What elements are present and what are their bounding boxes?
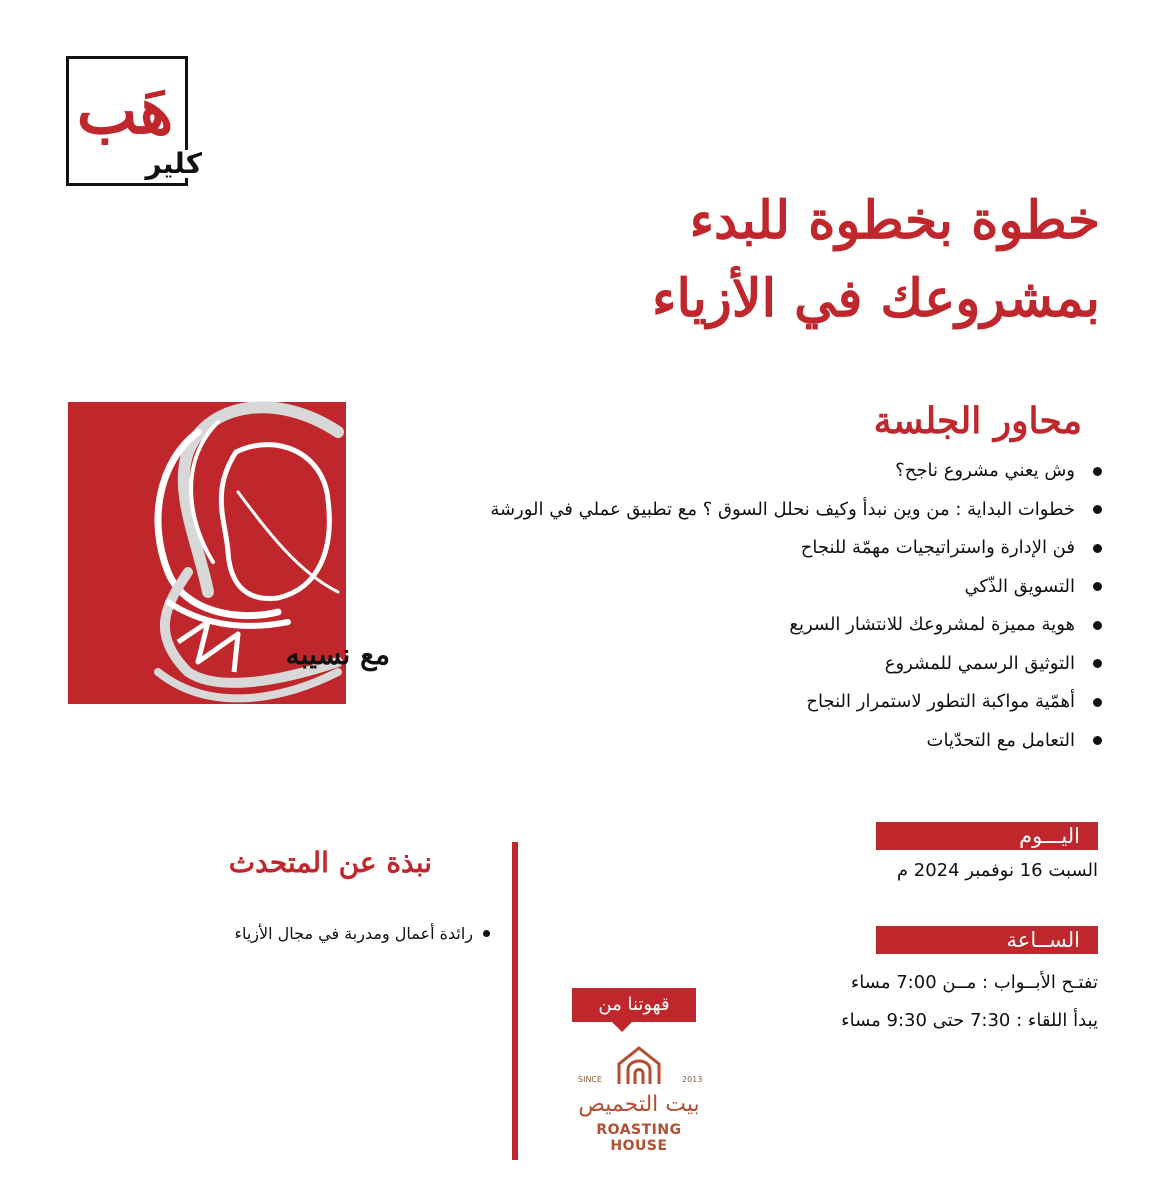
bullet-icon	[1093, 505, 1102, 514]
bullet-icon	[1093, 467, 1102, 476]
logo-word: كلير	[112, 150, 202, 178]
bullet-icon	[483, 930, 490, 937]
doors-open-time: تفتـح الأبــواب : مــن 7:00 مساء	[850, 972, 1098, 993]
bio-title: نبذة عن المتحدث	[228, 846, 432, 879]
agenda-item: وش يعني مشروع ناجح؟	[322, 452, 1102, 491]
bullet-icon	[1093, 736, 1102, 745]
bio-item: رائدة أعمال ومدربة في مجال الأزياء	[180, 924, 490, 943]
since-year: 2013	[682, 1075, 703, 1084]
agenda-item: أهمّية مواكبة التطور لاستمرار النجاح	[322, 683, 1102, 722]
agenda-item: هوية مميزة لمشروعك للانتشار السريع	[322, 606, 1102, 645]
agenda-item: خطوات البداية : من وين نبدأ وكيف نحلل السوق ؟ مع تطبيق عملي في الورشة	[322, 491, 1102, 530]
bullet-icon	[1093, 582, 1102, 591]
agenda-item: التسويق الذّكي	[322, 568, 1102, 607]
day-value: السبت 16 نوفمبر 2024 م	[896, 860, 1098, 881]
roasting-house-name-en: ROASTING HOUSE	[596, 1122, 682, 1154]
roasting-house-name-ar: بيت التحميص	[578, 1092, 700, 1117]
time-label: الســاعة	[876, 926, 1098, 954]
coffee-tag: قهوتنا من	[572, 988, 696, 1022]
bullet-icon	[1093, 698, 1102, 707]
bullet-icon	[1093, 621, 1102, 630]
agenda-item: فن الإدارة واستراتيجيات مهمّة للنجاح	[322, 529, 1102, 568]
bullet-icon	[1093, 659, 1102, 668]
agenda-item: التعامل مع التحدّيات	[322, 722, 1102, 761]
agenda-list	[322, 452, 1102, 760]
headline	[400, 182, 1100, 338]
session-time: يبدأ اللقاء : 7:30 حتى 9:30 مساء	[841, 1010, 1098, 1031]
agenda-title: محاور الجلسة	[873, 400, 1082, 442]
arch-house-icon	[614, 1044, 664, 1088]
logo-mark: هَب	[76, 74, 174, 149]
since-label: SINCE	[578, 1075, 603, 1084]
bullet-icon	[1093, 544, 1102, 553]
headline-line-2: بمشروعك في الأزياء	[652, 268, 1100, 329]
agenda-item: التوثيق الرسمي للمشروع	[322, 645, 1102, 684]
divider	[512, 842, 518, 1160]
coffee-tag-tail	[612, 1022, 632, 1032]
day-label: اليـــوم	[876, 822, 1098, 850]
headline-line-1: خطوة بخطوة للبدء	[689, 190, 1100, 251]
presenter-name: مع نسيبه	[285, 638, 390, 671]
